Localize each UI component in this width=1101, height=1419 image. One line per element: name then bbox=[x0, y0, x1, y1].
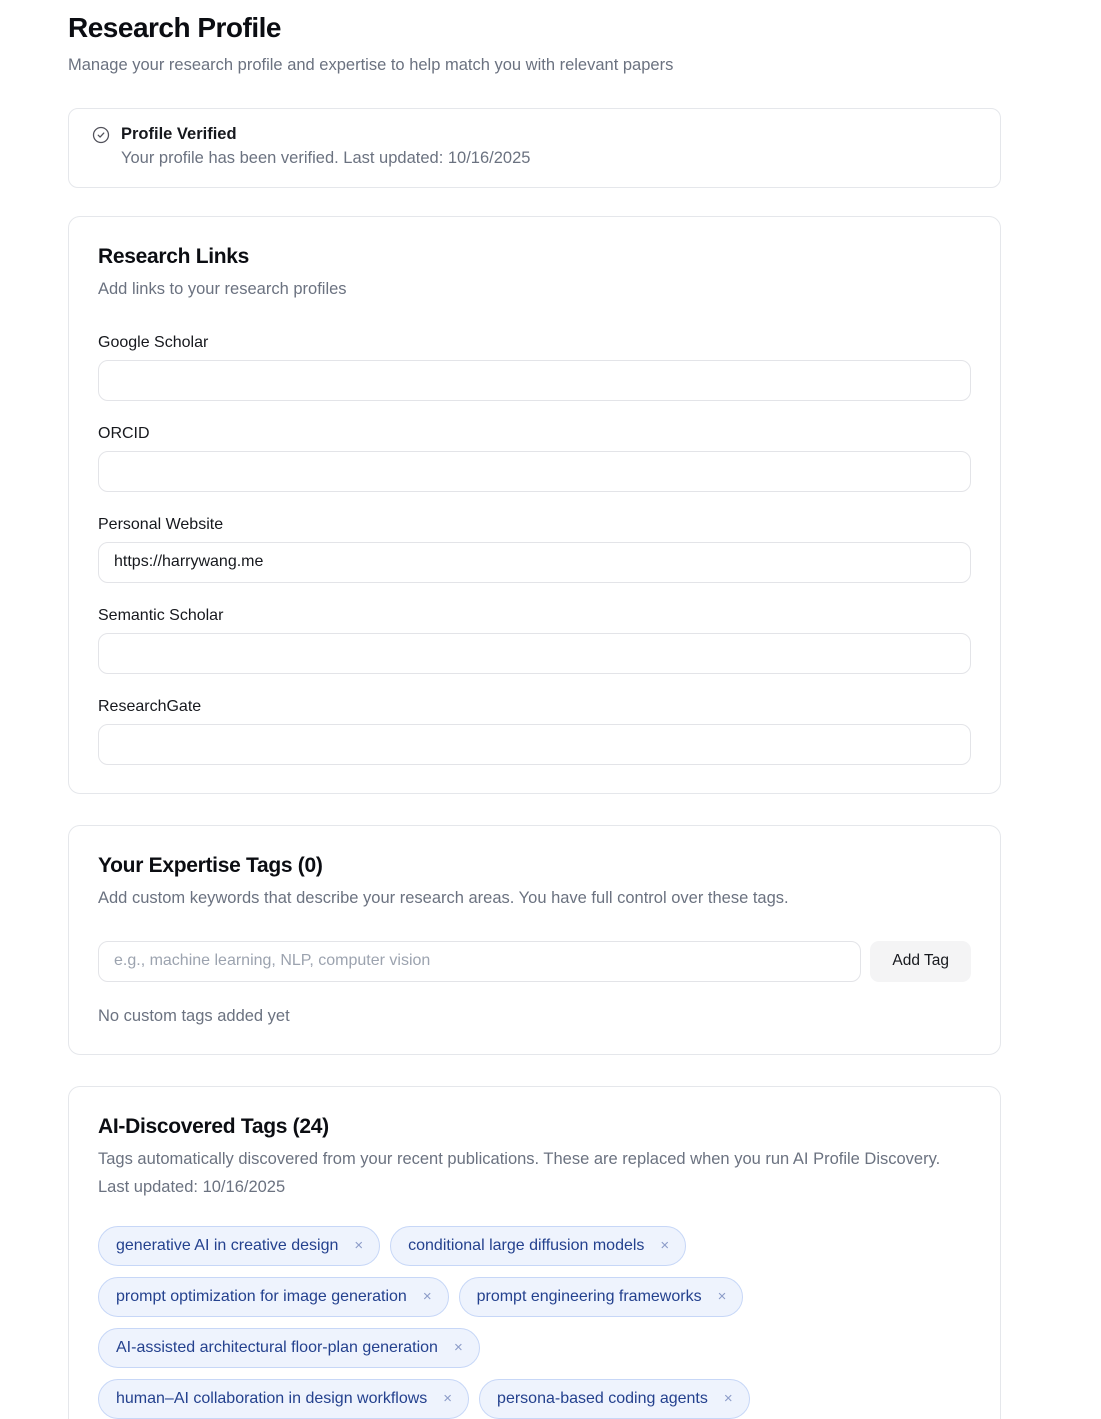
add-tag-button[interactable]: Add Tag bbox=[870, 941, 971, 982]
ai-tag-pill bbox=[390, 1226, 686, 1266]
ai-tags-description: Tags automatically discovered from your recent publications. These are replaced when you run AI Profile Discovery. bbox=[98, 1149, 941, 1168]
tag-label: AI-assisted architectural floor-plan generation bbox=[116, 1338, 438, 1356]
ai-tags-list bbox=[98, 1226, 971, 1419]
field-label: Semantic Scholar bbox=[98, 606, 224, 624]
ai-tags-row bbox=[98, 1277, 971, 1317]
research-link-field bbox=[98, 334, 971, 401]
ai-tag-pill bbox=[98, 1226, 380, 1266]
link-input[interactable] bbox=[98, 724, 971, 765]
research-links-description: Add links to your research profiles bbox=[98, 280, 347, 298]
expertise-tag-input[interactable] bbox=[98, 941, 861, 982]
remove-tag-button[interactable] bbox=[420, 1289, 435, 1304]
close-icon: × bbox=[443, 1390, 453, 1408]
close-icon: × bbox=[660, 1237, 670, 1255]
remove-tag-button[interactable] bbox=[451, 1340, 466, 1355]
link-input[interactable] bbox=[98, 542, 971, 583]
ai-tags-title: AI-Discovered Tags (24) bbox=[98, 1114, 329, 1138]
ai-tags-row bbox=[98, 1328, 971, 1368]
ai-discovered-tags-card bbox=[68, 1086, 1001, 1419]
tag-label: generative AI in creative design bbox=[116, 1236, 339, 1254]
ai-tag-pill bbox=[459, 1277, 744, 1317]
research-profile-page bbox=[68, 0, 1001, 1419]
remove-tag-button[interactable] bbox=[721, 1391, 736, 1406]
close-icon: × bbox=[422, 1288, 432, 1306]
research-link-field bbox=[98, 698, 971, 765]
tag-label: persona-based coding agents bbox=[497, 1389, 708, 1407]
tag-label: prompt engineering frameworks bbox=[476, 1287, 702, 1305]
add-tag-row bbox=[98, 941, 971, 982]
research-links-fields bbox=[98, 334, 971, 765]
no-custom-tags-message: No custom tags added yet bbox=[98, 1006, 290, 1025]
research-link-field bbox=[98, 425, 971, 492]
research-links-card bbox=[68, 216, 1001, 794]
research-link-field bbox=[98, 516, 971, 583]
link-input[interactable] bbox=[98, 633, 971, 674]
verified-status-description: Your profile has been verified. Last updated: 10/16/2025 bbox=[121, 149, 531, 167]
close-icon: × bbox=[453, 1339, 463, 1357]
ai-tags-row bbox=[98, 1379, 971, 1419]
remove-tag-button[interactable] bbox=[657, 1238, 672, 1253]
remove-tag-button[interactable] bbox=[440, 1391, 455, 1406]
profile-verified-header bbox=[92, 125, 976, 144]
expertise-tags-card bbox=[68, 825, 1001, 1055]
close-icon: × bbox=[723, 1390, 733, 1408]
page-title: Research Profile bbox=[68, 12, 281, 43]
ai-tags-last-updated: Last updated: 10/16/2025 bbox=[98, 1177, 286, 1196]
circle-check-icon bbox=[92, 126, 110, 144]
field-label: ORCID bbox=[98, 424, 150, 442]
remove-tag-button[interactable] bbox=[715, 1289, 730, 1304]
close-icon: × bbox=[717, 1288, 727, 1306]
field-label: Personal Website bbox=[98, 515, 224, 533]
tag-label: conditional large diffusion models bbox=[408, 1236, 645, 1254]
ai-tag-pill bbox=[479, 1379, 750, 1419]
field-label: Google Scholar bbox=[98, 333, 209, 351]
close-icon: × bbox=[354, 1237, 364, 1255]
ai-tag-pill bbox=[98, 1328, 480, 1368]
field-label: ResearchGate bbox=[98, 697, 202, 715]
ai-tag-pill bbox=[98, 1379, 469, 1419]
expertise-tags-title: Your Expertise Tags (0) bbox=[98, 853, 323, 877]
remove-tag-button[interactable] bbox=[351, 1238, 366, 1253]
expertise-tags-description: Add custom keywords that describe your research areas. You have full control over these tags. bbox=[98, 888, 789, 907]
ai-tag-pill bbox=[98, 1277, 449, 1317]
tag-label: human–AI collaboration in design workflows bbox=[116, 1389, 428, 1407]
research-link-field bbox=[98, 607, 971, 674]
profile-verified-card bbox=[68, 108, 1001, 188]
verified-status-title: Profile Verified bbox=[121, 125, 237, 143]
ai-tags-row bbox=[98, 1226, 971, 1266]
link-input[interactable] bbox=[98, 360, 971, 401]
research-links-title: Research Links bbox=[98, 245, 250, 268]
tag-label: prompt optimization for image generation bbox=[116, 1287, 407, 1305]
link-input[interactable] bbox=[98, 451, 971, 492]
page-subtitle: Manage your research profile and expertise to help match you with relevant papers bbox=[68, 56, 674, 74]
